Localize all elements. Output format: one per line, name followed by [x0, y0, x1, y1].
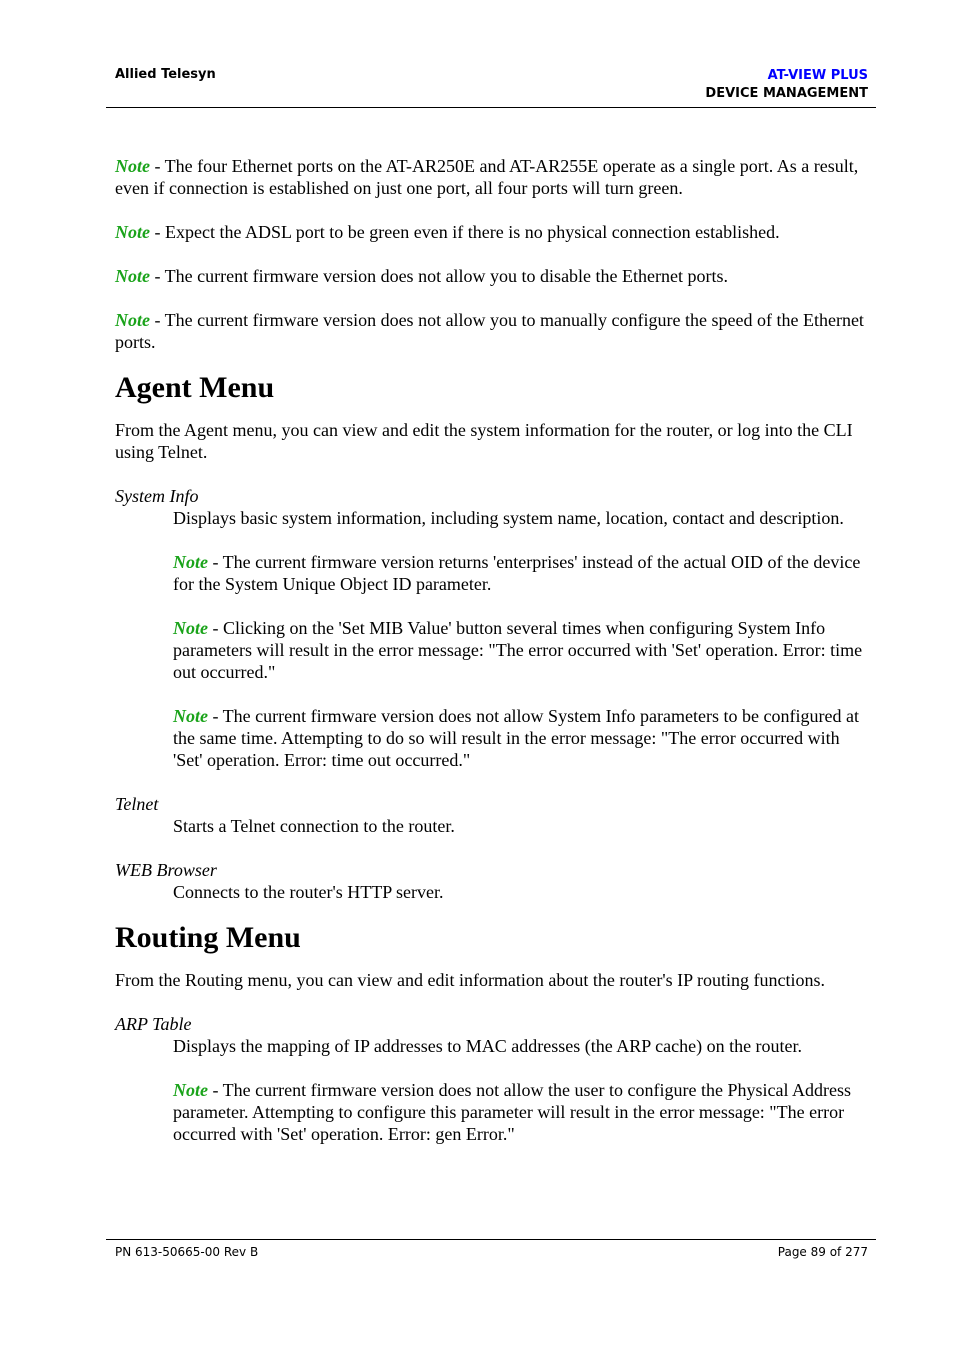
telnet-desc: Starts a Telnet connection to the router. [173, 816, 455, 836]
arp-table-term: ARP Table [115, 1014, 192, 1034]
note-text: - Clicking on the 'Set MIB Value' button several times when configuring System Info parameters will result in the error message: "The error occurred with 'Set' operation. Error: time out occurred." [173, 618, 863, 682]
note-label: Note [173, 552, 208, 572]
note-text: - Expect the ADSL port to be green even if there is no physical connection established. [150, 222, 780, 242]
note-paragraph [173, 617, 865, 683]
routing-intro: From the Routing menu, you can view and edit information about the router's IP routing functions. [115, 970, 825, 990]
note-text: - The current firmware version does not allow you to manually configure the speed of the Ethernet ports. [115, 310, 864, 352]
agent-intro: From the Agent menu, you can view and edit the system information for the router, or log into the CLI using Telnet. [115, 420, 853, 462]
note-paragraph [115, 309, 865, 353]
note-text: - The current firmware version does not allow System Info parameters to be configured at the same time. Attempting to do so will result in the error message: "The error occurred with 'Set' operation. Error: time out occurred." [173, 706, 859, 770]
arp-table-desc: Displays the mapping of IP addresses to MAC addresses (the ARP cache) on the router. [173, 1036, 803, 1056]
header-section: DEVICE MANAGEMENT [705, 86, 868, 101]
system-info-desc: Displays basic system information, including system name, location, contact and description. [173, 508, 844, 528]
note-paragraph [173, 551, 865, 595]
note-paragraph [115, 265, 865, 287]
note-paragraph [173, 1079, 865, 1145]
note-paragraph [173, 705, 865, 771]
footer-page-number: Page 89 of 277 [777, 1245, 868, 1259]
header-company: Allied Telesyn [115, 67, 216, 82]
note-text: - The four Ethernet ports on the AT-AR250E and AT-AR255E operate as a single port. As a result, even if connection is established on just one port, all four ports will turn green. [115, 156, 859, 198]
telnet-definition [173, 815, 865, 837]
footer-part-number: PN 613-50665-00 Rev B [115, 1245, 259, 1259]
footer-divider [106, 1239, 876, 1240]
note-label: Note [115, 310, 150, 330]
note-label: Note [173, 618, 208, 638]
telnet-term: Telnet [115, 794, 159, 814]
note-text: - The current firmware version returns 'enterprises' instead of the actual OID of the device for the System Unique Object ID parameter. [173, 552, 861, 594]
agent-menu-heading: Agent Menu [115, 371, 275, 404]
system-info-term: System Info [115, 486, 199, 506]
arp-table-definition [173, 1035, 865, 1145]
web-browser-definition [173, 881, 865, 903]
note-label: Note [173, 706, 208, 726]
note-label: Note [115, 156, 150, 176]
system-info-definition [173, 507, 865, 771]
note-paragraph [115, 221, 865, 243]
header-title-block [705, 67, 868, 103]
note-paragraph [115, 155, 865, 199]
note-label: Note [173, 1080, 208, 1100]
note-text: - The current firmware version does not allow you to disable the Ethernet ports. [150, 266, 729, 286]
page-content [115, 155, 865, 1167]
web-browser-desc: Connects to the router's HTTP server. [173, 882, 444, 902]
note-label: Note [115, 222, 150, 242]
header-divider [106, 107, 876, 108]
header-product: AT-VIEW PLUS [767, 68, 868, 83]
note-text: - The current firmware version does not allow the user to configure the Physical Address parameter. Attempting to configure this parameter will result in the error message: "The error occurred with 'Set' operation. Error: gen Error." [173, 1080, 851, 1144]
web-browser-term: WEB Browser [115, 860, 217, 880]
routing-menu-heading: Routing Menu [115, 921, 301, 954]
note-label: Note [115, 266, 150, 286]
